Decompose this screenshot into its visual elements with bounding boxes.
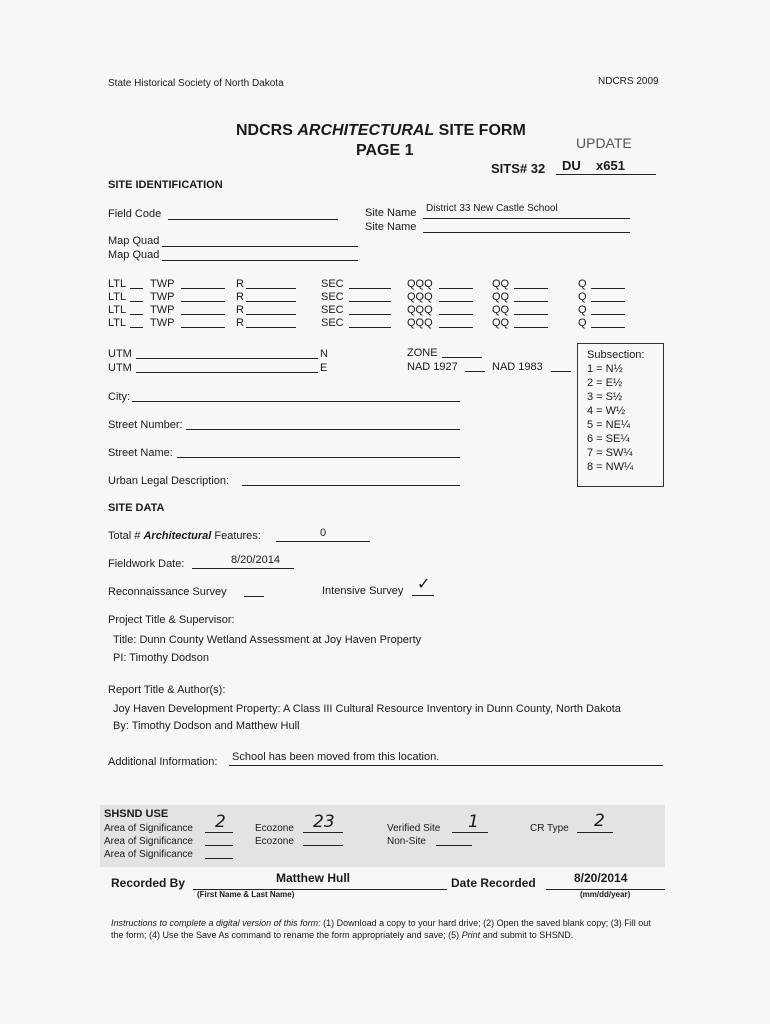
zone-field[interactable] <box>442 357 482 358</box>
qqq-label: QQQ <box>407 317 433 329</box>
map-quad-field-1[interactable] <box>162 246 358 247</box>
sits-number: x651 <box>596 158 625 173</box>
r-field[interactable] <box>246 301 296 302</box>
q-field[interactable] <box>591 288 625 289</box>
aos-field-3[interactable] <box>205 858 233 859</box>
sits-county: DU <box>562 158 581 173</box>
aos-label-3: Area of Significance <box>104 849 193 860</box>
ltl-label: LTL <box>108 291 127 303</box>
total-features-label: Total # Architectural Features: <box>108 530 261 542</box>
fieldwork-date-label: Fieldwork Date: <box>108 558 185 570</box>
ecozone-label-1: Ecozone <box>255 823 294 834</box>
twp-label: TWP <box>150 304 175 316</box>
date-recorded-label: Date Recorded <box>451 876 536 890</box>
subsection-item: 5 = NE¼ <box>587 419 631 431</box>
r-label: R <box>236 278 244 290</box>
r-field[interactable] <box>246 327 296 328</box>
nad1927-field[interactable] <box>465 371 485 372</box>
ecozone-field-1[interactable] <box>303 832 343 833</box>
utm-e-label: E <box>320 362 328 374</box>
ltl-field[interactable] <box>130 288 143 289</box>
nad1983-label: NAD 1983 <box>492 361 543 373</box>
utm-n-label: N <box>320 348 328 360</box>
date-recorded-value: 8/20/2014 <box>574 871 628 885</box>
shsnd-heading: SHSND USE <box>104 808 169 820</box>
qqq-label: QQQ <box>407 304 433 316</box>
r-field[interactable] <box>246 288 296 289</box>
r-label: R <box>236 291 244 303</box>
sec-field[interactable] <box>349 301 391 302</box>
utm-easting-field[interactable] <box>136 372 318 373</box>
twp-field[interactable] <box>181 288 225 289</box>
sec-field[interactable] <box>349 288 391 289</box>
sec-field[interactable] <box>349 327 391 328</box>
sec-label: SEC <box>321 291 344 303</box>
site-name-label: Site Name <box>365 207 417 219</box>
recon-survey-field[interactable] <box>244 596 264 597</box>
fieldwork-date-value: 8/20/2014 <box>231 554 280 566</box>
r-label: R <box>236 304 244 316</box>
ltl-field[interactable] <box>130 301 143 302</box>
intensive-survey-field[interactable] <box>412 595 434 596</box>
sits-underline <box>556 174 656 175</box>
street-name-field[interactable] <box>177 457 460 458</box>
subsection-box <box>577 343 664 487</box>
ltl-label: LTL <box>108 278 127 290</box>
update-label: UPDATE <box>576 135 632 151</box>
cr-type-label: CR Type <box>530 823 569 834</box>
sec-label: SEC <box>321 278 344 290</box>
report-title: Joy Haven Development Property: A Class III Cultural Resource Inventory in Dunn County, North Dakota <box>113 703 621 715</box>
additional-info-value: School has been moved from this location. <box>232 751 440 763</box>
twp-field[interactable] <box>181 327 225 328</box>
qq-field[interactable] <box>514 301 548 302</box>
aos-label-1: Area of Significance <box>104 823 193 834</box>
qq-label: QQ <box>492 304 510 316</box>
street-name-label: Street Name: <box>108 447 173 459</box>
qq-field[interactable] <box>514 314 548 315</box>
non-site-label: Non-Site <box>387 836 426 847</box>
org-name: State Historical Society of North Dakota <box>108 78 284 89</box>
sec-field[interactable] <box>349 314 391 315</box>
ltl-label: LTL <box>108 317 127 329</box>
map-quad-label-1: Map Quad <box>108 235 160 247</box>
r-field[interactable] <box>246 314 296 315</box>
date-recorded-hint: (mm/dd/year) <box>580 890 631 899</box>
qq-label: QQ <box>492 317 510 329</box>
twp-label: TWP <box>150 278 175 290</box>
city-label: City: <box>108 391 130 403</box>
zone-label: ZONE <box>407 347 438 359</box>
r-label: R <box>236 317 244 329</box>
urban-legal-label: Urban Legal Description: <box>108 475 230 487</box>
qqq-label: QQQ <box>407 291 433 303</box>
street-number-field[interactable] <box>186 429 460 430</box>
site-name-2-field[interactable] <box>423 232 630 233</box>
sits-label: SITS# 32 <box>491 161 546 176</box>
non-site-field[interactable] <box>436 845 472 846</box>
total-features-field[interactable] <box>276 541 370 542</box>
urban-legal-field[interactable] <box>242 485 460 486</box>
recorded-by-hint: (First Name & Last Name) <box>197 890 295 899</box>
twp-field[interactable] <box>181 301 225 302</box>
subsection-title: Subsection: <box>587 349 645 361</box>
additional-info-label: Additional Information: <box>108 756 218 768</box>
aos-value-1: 2 <box>215 812 226 832</box>
cr-type-field[interactable] <box>577 832 613 833</box>
q-label: Q <box>578 291 587 303</box>
form-title: NDCRS ARCHITECTURAL SITE FORM <box>236 122 526 139</box>
sec-label: SEC <box>321 317 344 329</box>
recon-survey-label: Reconnaissance Survey <box>108 586 227 598</box>
ecozone-value-1: 23 <box>313 812 335 832</box>
twp-label: TWP <box>150 291 175 303</box>
verified-site-field[interactable] <box>452 832 488 833</box>
site-name-field[interactable] <box>423 218 630 219</box>
subsection-item: 4 = W½ <box>587 405 626 417</box>
intensive-survey-label: Intensive Survey <box>322 585 404 597</box>
report-label: Report Title & Author(s): <box>108 684 226 696</box>
check-mark-icon: ✓ <box>417 574 431 593</box>
subsection-item: 2 = E½ <box>587 377 623 389</box>
subsection-item: 1 = N½ <box>587 363 623 375</box>
twp-label: TWP <box>150 317 175 329</box>
nad1983-field[interactable] <box>551 371 571 372</box>
map-quad-field-2[interactable] <box>162 260 358 261</box>
ecozone-field-2[interactable] <box>303 845 343 846</box>
q-label: Q <box>578 278 587 290</box>
project-pi: PI: Timothy Dodson <box>113 652 209 664</box>
qq-label: QQ <box>492 291 510 303</box>
utm-label-2: UTM <box>108 362 132 374</box>
qq-field[interactable] <box>514 327 548 328</box>
qqq-field[interactable] <box>439 327 473 328</box>
ecozone-label-2: Ecozone <box>255 836 294 847</box>
project-label: Project Title & Supervisor: <box>108 614 235 626</box>
utm-northing-field[interactable] <box>136 358 318 359</box>
site-identification-heading: SITE IDENTIFICATION <box>108 179 223 191</box>
subsection-item: 6 = SE¼ <box>587 433 630 445</box>
q-field[interactable] <box>591 327 625 328</box>
ltl-field[interactable] <box>130 327 143 328</box>
q-field[interactable] <box>591 301 625 302</box>
recorded-by-value: Matthew Hull <box>276 871 350 885</box>
report-authors: By: Timothy Dodson and Matthew Hull <box>113 720 300 732</box>
subsection-item: 3 = S½ <box>587 391 623 403</box>
qqq-field[interactable] <box>439 288 473 289</box>
form-code: NDCRS 2009 <box>598 76 659 87</box>
aos-field-1[interactable] <box>205 832 233 833</box>
qq-label: QQ <box>492 278 510 290</box>
ltl-field[interactable] <box>130 314 143 315</box>
aos-label-2: Area of Significance <box>104 836 193 847</box>
subsection-item: 7 = SW¼ <box>587 447 633 459</box>
q-label: Q <box>578 317 587 329</box>
additional-info-field[interactable] <box>229 765 663 766</box>
qqq-label: QQQ <box>407 278 433 290</box>
qq-field[interactable] <box>514 288 548 289</box>
cr-type-value: 2 <box>594 811 605 831</box>
verified-site-value: 1 <box>468 812 479 832</box>
page-number: PAGE 1 <box>356 142 414 159</box>
qqq-field[interactable] <box>439 314 473 315</box>
site-name-2-label: Site Name <box>365 221 417 233</box>
aos-field-2[interactable] <box>205 845 233 846</box>
site-data-heading: SITE DATA <box>108 502 165 514</box>
ltl-label: LTL <box>108 304 127 316</box>
field-code-label: Field Code <box>108 208 162 220</box>
subsection-item: 8 = NW¼ <box>587 461 634 473</box>
fieldwork-date-field[interactable] <box>192 568 294 569</box>
street-number-label: Street Number: <box>108 419 183 431</box>
site-name-value: District 33 New Castle School <box>426 203 558 214</box>
project-title: Title: Dunn County Wetland Assessment at Joy Haven Property <box>113 634 422 646</box>
twp-field[interactable] <box>181 314 225 315</box>
recorded-by-label: Recorded By <box>111 876 186 890</box>
map-quad-label-2: Map Quad <box>108 249 160 261</box>
verified-site-label: Verified Site <box>387 823 441 834</box>
utm-label-1: UTM <box>108 348 132 360</box>
q-label: Q <box>578 304 587 316</box>
field-code-field[interactable] <box>168 219 338 220</box>
instructions: Instructions to complete a digital version of this form: (1) Download a copy to your hard drive; (2) Open the saved blank copy; (3) Fill out the form; (4) Use the Save As command to rename the form appropriately and save; (5) Print and submit to SHSND. <box>111 918 651 940</box>
sec-label: SEC <box>321 304 344 316</box>
qqq-field[interactable] <box>439 301 473 302</box>
city-field[interactable] <box>132 401 460 402</box>
nad1927-label: NAD 1927 <box>407 361 458 373</box>
q-field[interactable] <box>591 314 625 315</box>
total-features-value: 0 <box>320 527 327 539</box>
